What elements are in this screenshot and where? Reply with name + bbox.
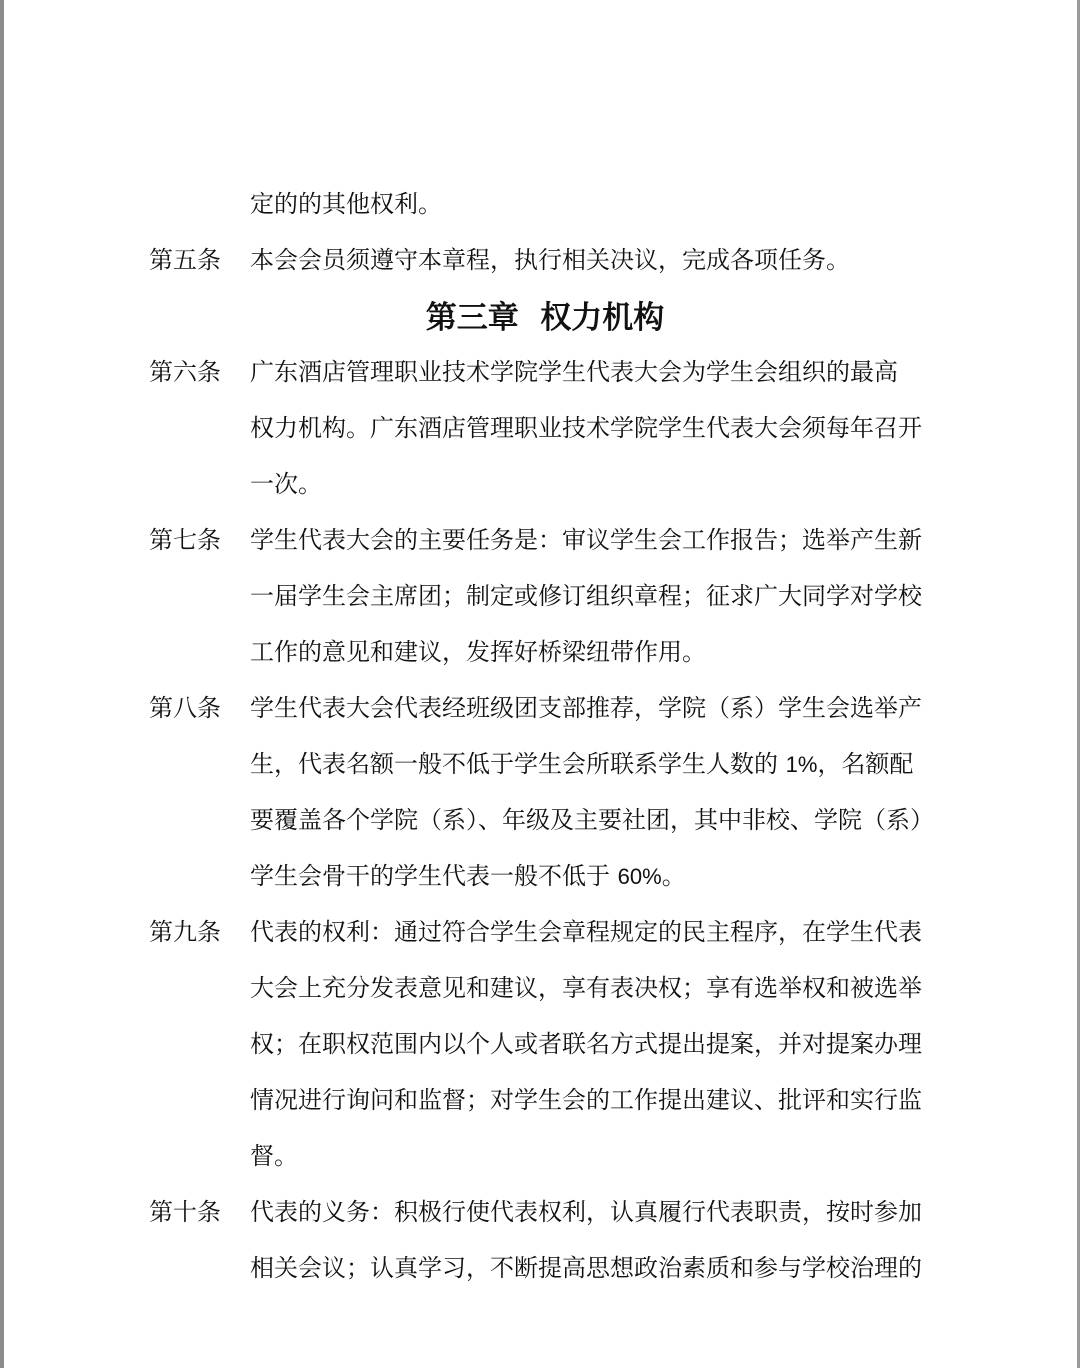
article-5-line-1: 本会会员须遵守本章程，执行相关决议，完成各项任务。 bbox=[250, 246, 850, 274]
article-9-line-2: 大会上充分发表意见和建议，享有表决权；享有选举权和被选举 bbox=[250, 974, 922, 1002]
chapter-title: 第三章 权力机构 bbox=[425, 300, 665, 336]
article-8-line-1: 学生代表大会代表经班级团支部推荐，学院（系）学生会选举产 bbox=[250, 694, 922, 722]
article-9-line-4: 情况进行询问和监督；对学生会的工作提出建议、批评和实行监 bbox=[250, 1086, 922, 1114]
article-6-label: 第六条 bbox=[149, 358, 221, 386]
article-10-label: 第十条 bbox=[149, 1198, 221, 1226]
continuation-line: 定的的其他权利。 bbox=[250, 190, 442, 218]
article-9-line-5: 督。 bbox=[250, 1142, 298, 1170]
article-5-label: 第五条 bbox=[149, 246, 221, 274]
article-7-line-1: 学生代表大会的主要任务是：审议学生会工作报告；选举产生新 bbox=[250, 526, 922, 554]
article-6-line-3: 一次。 bbox=[250, 470, 322, 498]
article-8-line-4-text-a: 学生会骨干的学生代表一般不低于 bbox=[250, 862, 610, 890]
article-8-line-2-text-a: 生，代表名额一般不低于学生会所联系学生人数的 bbox=[250, 750, 778, 778]
article-8-label: 第八条 bbox=[149, 694, 221, 722]
article-8-percent-2: 60% bbox=[617, 864, 662, 889]
article-8-line-2-text-b: ，名额配 bbox=[817, 750, 914, 778]
article-7-label: 第七条 bbox=[149, 526, 221, 554]
article-9-line-3: 权；在职权范围内以个人或者联名方式提出提案，并对提案办理 bbox=[250, 1030, 922, 1058]
article-6-line-1: 广东酒店管理职业技术学院学生代表大会为学生会组织的最高 bbox=[250, 358, 898, 386]
article-8-line-2 bbox=[250, 748, 913, 780]
article-8-percent-1: 1% bbox=[785, 752, 818, 777]
article-8-line-4-text-b: 。 bbox=[661, 862, 686, 890]
article-6-line-2: 权力机构。广东酒店管理职业技术学院学生代表大会须每年召开 bbox=[250, 414, 922, 442]
article-8-line-4 bbox=[250, 860, 686, 892]
article-10-line-2: 相关会议；认真学习，不断提高思想政治素质和参与学校治理的 bbox=[250, 1254, 922, 1282]
article-7-line-2: 一届学生会主席团；制定或修订组织章程；征求广大同学对学校 bbox=[250, 582, 922, 610]
article-9-line-1: 代表的权利：通过符合学生会章程规定的民主程序，在学生代表 bbox=[250, 918, 922, 946]
article-7-line-3: 工作的意见和建议，发挥好桥梁纽带作用。 bbox=[250, 638, 706, 666]
article-8-line-3: 要覆盖各个学院（系）、年级及主要社团，其中非校、学院（系） bbox=[250, 806, 934, 834]
article-9-label: 第九条 bbox=[149, 918, 221, 946]
article-10-line-1: 代表的义务：积极行使代表权利，认真履行代表职责，按时参加 bbox=[250, 1198, 922, 1226]
